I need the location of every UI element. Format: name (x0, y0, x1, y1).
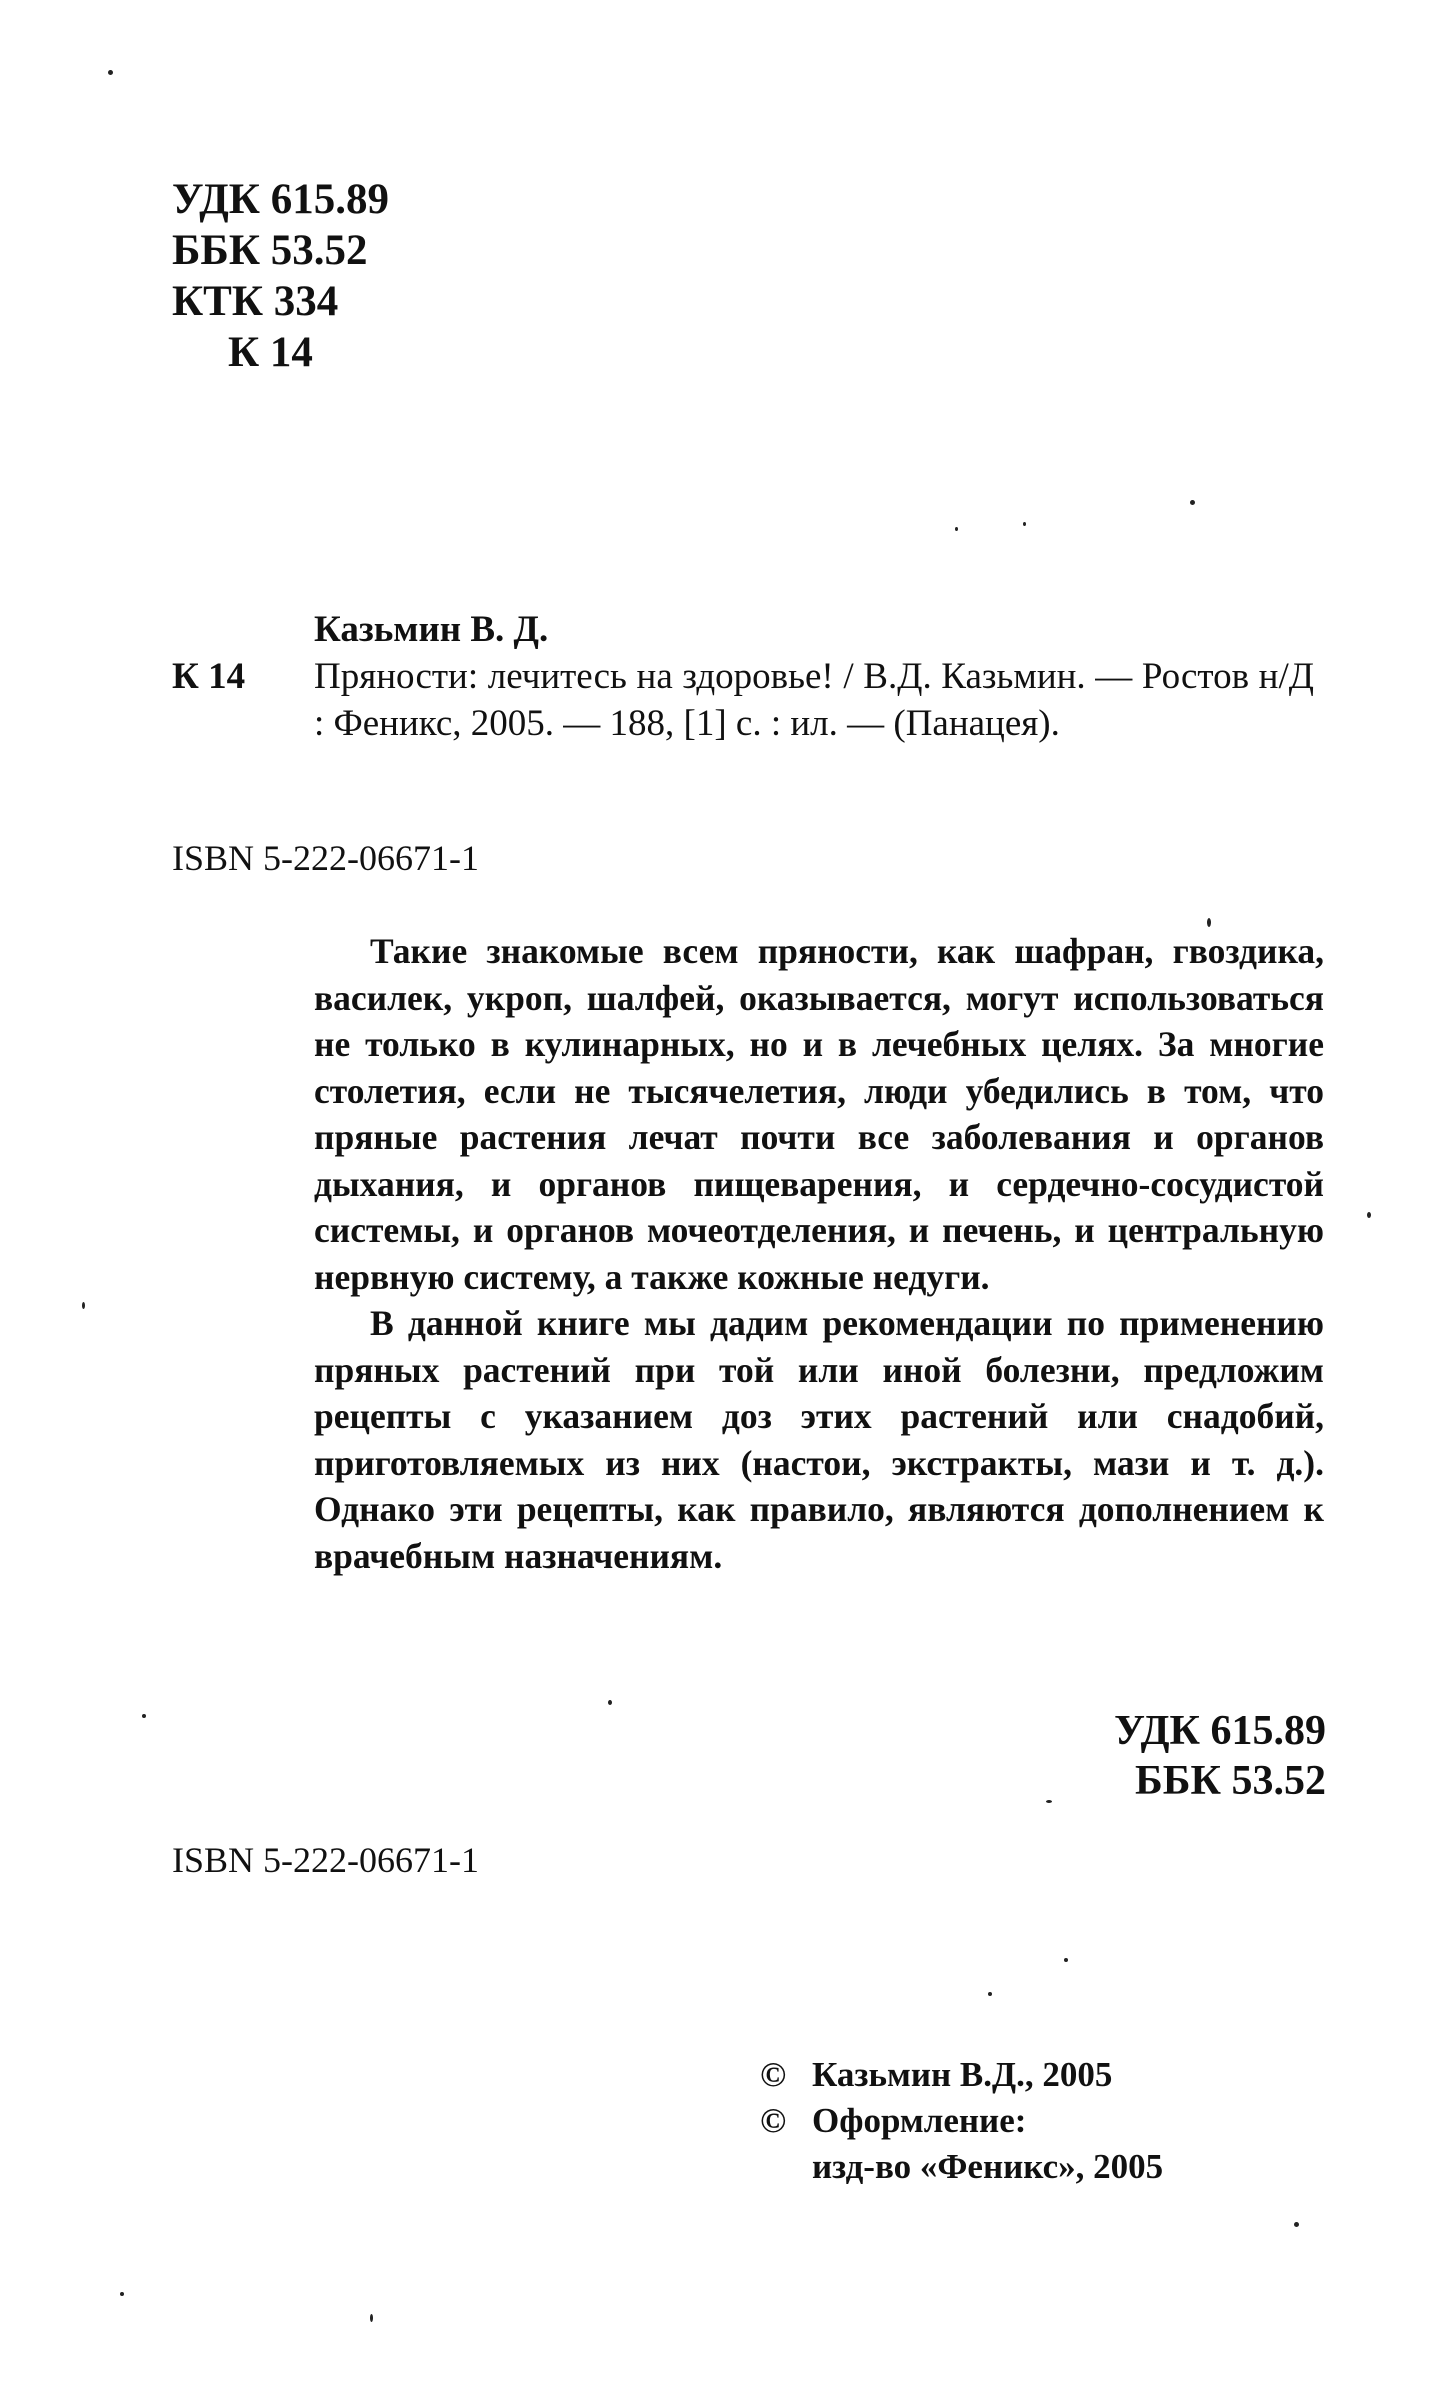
author-mark: К 14 (228, 329, 313, 376)
scan-speck (608, 1700, 612, 1705)
bbk-code: ББК 53.52 (172, 227, 368, 274)
scan-speck (120, 2292, 124, 2296)
udk-code: УДК 615.89 (172, 176, 389, 223)
annotation-paragraph: В данной книге мы дадим рекомендации по применению пряных растений при той или иной болезни, предложим рецепты с указанием доз этих растений или снадобий, приготовляемых из них (настои, экстракты, мази и т. д.). Однако эти рецепты, как правило, являются дополнением к врачебным назначениям. (314, 1303, 1324, 1576)
classification-codes-bottom (1000, 1706, 1326, 1806)
scan-speck (1023, 522, 1026, 526)
annotation-paragraph: Такие знакомые всем пряности, как шафран, гвоздика, василек, укроп, шалфей, оказывается, могут использоваться не только в кулинарных, но и в лечебных целях. За многие столетия, если не тысячелетия, люди убедились в том, что пряные растения лечат почти все заболевания и органов дыхания, и органов пищеварения, и сердечно-сосудистой системы, и органов мочеотделения, и печень, и центральную нервную систему, а также кожные недуги. (314, 931, 1324, 1297)
scan-speck (370, 2314, 373, 2322)
scan-speck (955, 527, 958, 531)
copyright-icon: © (760, 2101, 787, 2140)
copyright-design-label: Оформление: (812, 2101, 1027, 2140)
isbn-bottom: ISBN 5-222-06671-1 (172, 1840, 479, 1880)
record-author: Казьмин В. Д. (314, 609, 549, 650)
copyright-notice (760, 2052, 1163, 2190)
udk-code: УДК 615.89 (1114, 1708, 1326, 1754)
record-author-mark: К 14 (172, 656, 246, 697)
scan-speck (988, 1992, 992, 1996)
record-description: Пряности: лечитесь на здоровье! / В.Д. Казьмин. — Ростов н/Д : Феникс, 2005. — 188, [1] с. : ил. — (Панацея). (314, 656, 1314, 744)
copyright-publisher: изд-во «Феникс», 2005 (812, 2147, 1164, 2186)
scan-speck (1064, 1958, 1068, 1962)
scan-speck (142, 1714, 146, 1718)
scan-speck (1190, 500, 1195, 505)
annotation (314, 928, 1324, 1579)
classification-codes-top (172, 174, 389, 378)
isbn-top: ISBN 5-222-06671-1 (172, 838, 479, 878)
scan-speck (82, 1302, 85, 1309)
scan-speck (108, 70, 113, 75)
bbk-code: ББК 53.52 (1135, 1758, 1326, 1804)
bibliographic-record (172, 606, 1342, 747)
copyright-author: Казьмин В.Д., 2005 (812, 2055, 1113, 2094)
scan-speck (1046, 1800, 1052, 1803)
ktk-code: КТК 334 (172, 278, 339, 325)
scan-speck (1367, 1212, 1371, 1218)
copyright-icon: © (760, 2055, 787, 2094)
scan-speck (1294, 2222, 1299, 2227)
scan-speck (1207, 918, 1211, 927)
